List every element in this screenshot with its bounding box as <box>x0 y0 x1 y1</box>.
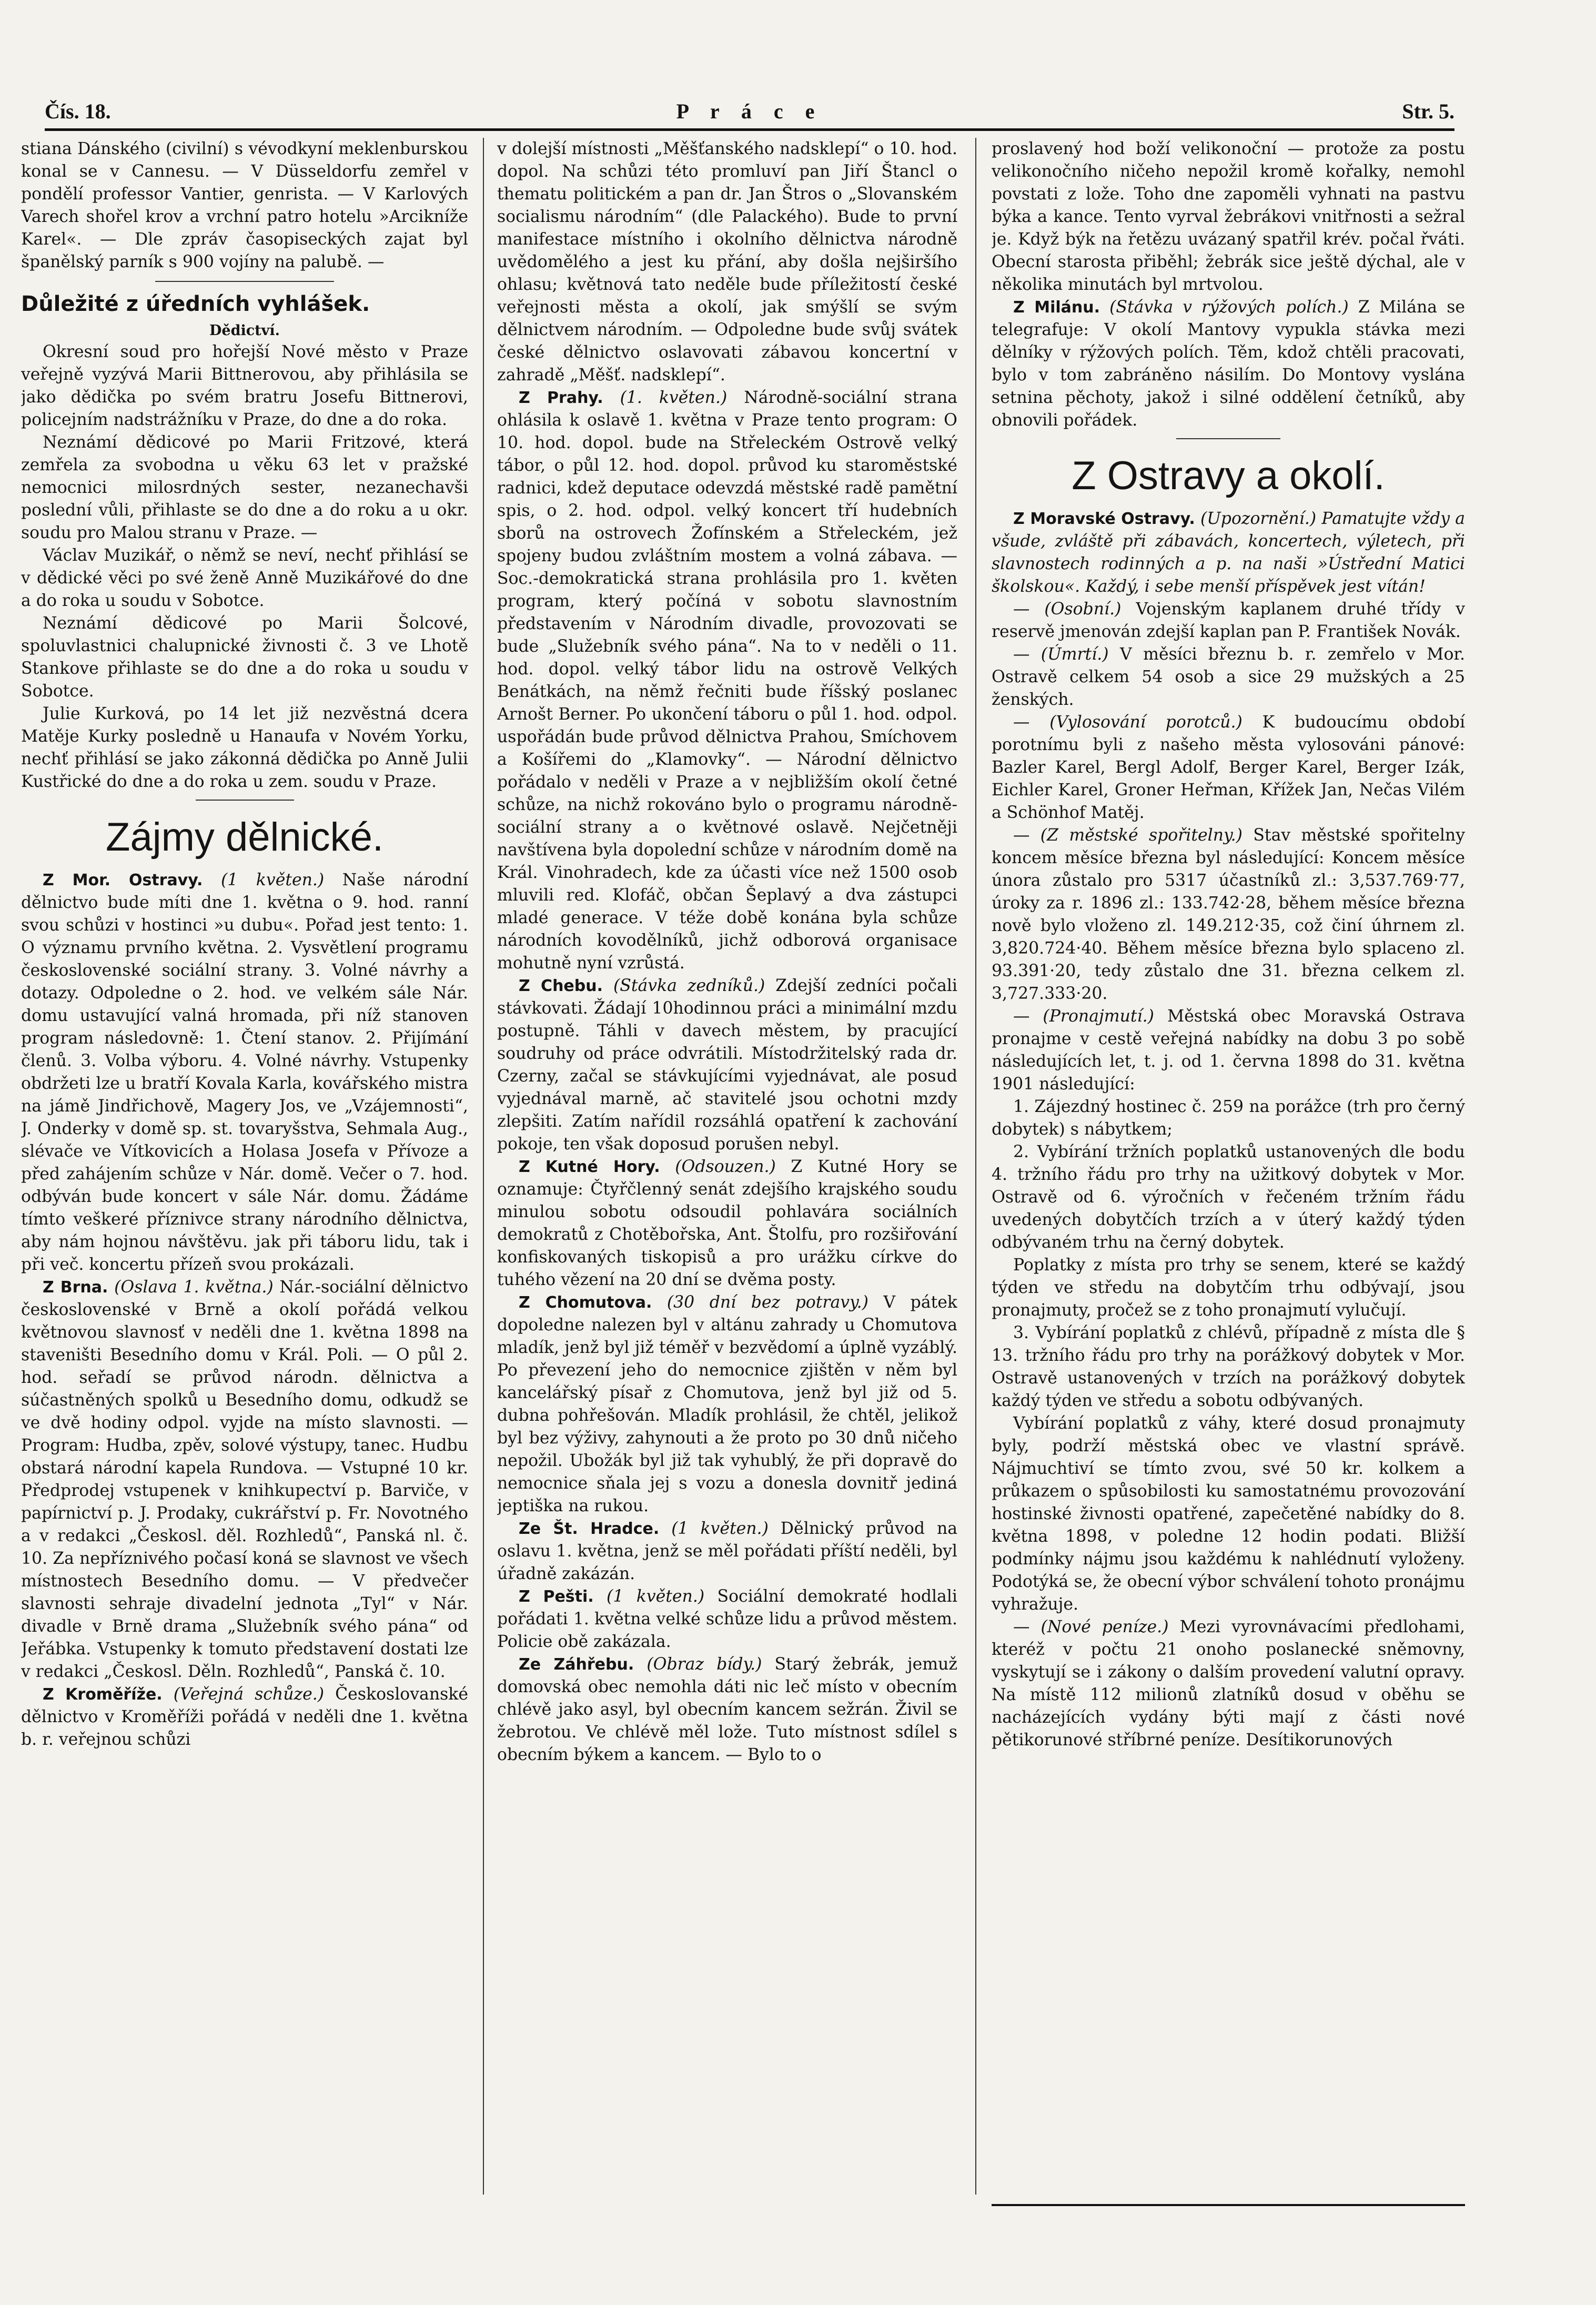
article-text: Nár.-sociální dělnictvo československé v Brně a okolí pořádá velkou květnovou slavnosť v neděli dne 1. května 1898 na staveništi Besedního domu v Král. Poli. — O půl 2. hod. seřadí se průvod národn. dělnictva a súčastněných spolků u Besedního domu, odkudž se ve dvě hodiny odpol. vyjde na místo slavnosti. — Program: Hudba, zpěv, solové výstupy, tanec. Hudbu obstará národní kapela Rundova. — Vstupné 10 kr. Předprodej vstupenek v knihkupectví p. Barviče, v papírnictví p. J. Prodaky, cukrářství p. Fr. Novotného a v redakci „Českosl. děl. Rozhledů“, Panská nl. č. 10. Za nepříznivého počasí koná se slavnost ve všech místnostech Besedního domu. — V předvečer slavnosti sehraje divadelní jednota „Tyl“ v Nár. divadle v Brně drama „Služebník svého pána“ od Jeřábka. Vstupenky k tomuto představení dostati lze v redakci „Českosl. Děln. Rozhledů“, Panská č. 10. <box>21 1278 468 1681</box>
article-text: Naše národní dělnictvo bude míti dne 1. května o 9. hod. ranní svou schůzi v hostinci »u dubu«. Pořad jest tento: 1. O významu prvního května. 2. Vysvětlení programu československé sociální strany. 3. Volné návrhy a dotazy. Odpoledne o 2. hod. ve velkém sále Nár. domu ustavující valná hromada, při níž stanoven program následovně: 1. Čtení stanov. 2. Přijímání členů. 3. Volba výboru. 4. Volné návrhy. Vstupenky obdržeti lze u bratří Kovala Karla, kovářského mistra na jámě Jindřichově, Magery Jos, ve „Vzájemnosti“, J. Onderky v domě sp. st. tovaryšstva, Sehmala Aug., slévače ve Vítkovicích a Holasa Josefa v Přívoze a před zahájením schůze v Nár. domě. Večer o 7. hod. odbýván bude koncert v sále Nár. domu. Žádáme tímto veškeré příznivce strany národního dělnictva, aby nám hojnou návštěvu. jak při táboru lidu, tak i při več. koncertu přízeň svou prokázali. <box>21 871 469 1274</box>
article-text: Městská obec Moravská Ostrava pronajme v cestě veřejná nabídky na dobu 3 po sobě následujících let, t. j. od 1. června 1898 do 31. května 1901 následující: <box>992 1007 1465 1094</box>
column-divider-2 <box>975 138 976 2195</box>
separator <box>1176 438 1280 439</box>
article <box>21 869 468 1276</box>
section-title-ostrava: Z Ostravy a okolí. <box>1072 453 1385 498</box>
article-location: Z Kutné Hory. <box>518 1158 660 1176</box>
article <box>21 1276 468 1683</box>
article <box>992 508 1465 598</box>
article <box>497 1518 957 1585</box>
separator <box>155 281 334 282</box>
notice-paragraph: Okresní soud pro hořejší Nové město v Praze veřejně vyzývá Marii Bittnerovou, aby přihlásila se jako dědička po svém bratru Josefu Bittnerovi, policejním nadstrážníku v Praze, do dne a do roka. <box>21 342 468 429</box>
column-1 <box>21 138 471 2205</box>
separator <box>196 800 294 801</box>
newspaper-title: P r á c e <box>676 99 823 123</box>
article-tag: (1 květen.) <box>607 1587 705 1606</box>
article-text: Národně-sociální strana ohlásila k oslavě 1. května v Praze tento program: O 10. hod. dopol. bude na Střeleckém Ostrově velký tábor, o půl 12. hod. dopol. průvod ku staroměstské radnici, kdež deputace odevzdá městské radě pamětní spis, o 2. hod. odpol. velký koncert tří hudebních sborů na ostrovech Žofínském a Střeleckém, jež spojeny budou zvláštním mostem a volná zábava. — Soc.-demokratická strana prohlásila pro 1. květen program, který počíná v sobotu slavnostním představením v Národním divadle, provozovati se bude „Služebník svého pána“. Na to v neděli o 11. hod. dopol. velký tábor lidu na ostrově Velkých Benátkách, na němž řečniti bude říšský poslanec Arnošt Berner. Po ukončení táboru o půl 1. hod. odpol. uspořádán bude průvod dělnictva Prahou, Smíchovem a Košířemi do „Klamovky“. — Národní dělnictvo pořádalo v neděli v Praze a v nejbližším okolí četné schůze, na nichž rokováno bylo o programu národně-sociální strany a o květnové oslavě. Nejčetněji navštívena byla dopolední schůze v národním domě na Král. Vinohradech, kde za účasti více než 1500 osob mluvili red. Klofáč, občan Šeplavý a dva zástupci mladé generace. V téže době konána byla schůze národních kovodělníků, jichž odborová organisace mohutně nyní vzrůstá. <box>497 388 957 973</box>
article-continuation: proslavený hod boží velikonoční — protože za postu velikonočního ničeho nepožil kromě kořalky, nemohl povstati z lože. Toho dne zapoměli vyhnati na pastvu býka a kance. Tento vyrval žebrákovi vnitřnosti a sežral je. Když býk na řetězu uvázaný spatřil krév. počal řváti. Obecní starosta přiběhl; žebrák sice ještě dýchal, ale v několika minutách byl mrtvolou. <box>992 139 1465 294</box>
article-text: Starý žebrák, jemuž domovská obec nemohla dáti nic leč místo v obecním chlévě jako asyl, byl obecním kancem sežrán. Živil se žebrotou. Ve chlévě měl lože. Tuto místnost sdílel s obecním býkem a kancem. — Bylo to o <box>497 1655 957 1764</box>
article-tag: (Stávka zedníků.) <box>613 976 765 995</box>
article <box>21 1683 468 1751</box>
article-text: V měsíci březnu b. r. zemřelo v Mor. Ostravě celkem 54 osob a sice 29 mužských a 25 ženských. <box>992 645 1465 709</box>
article-location: Z Chomutova. <box>518 1293 652 1312</box>
list-item: 1. Zájezdný hostinec č. 259 na porážce (trh pro černý dobytek) s nábytkem; <box>992 1097 1465 1139</box>
article-tag: (Upozornění.) <box>1200 509 1317 528</box>
article <box>497 1585 957 1653</box>
article <box>497 975 957 1156</box>
list-item: Vybírání poplatků z váhy, které dosud pronajmuty byly, podrží městská obec ve vlastní správě. Nájmuchtiví se tímto zvou, své 50 kr. kolkem a průkazem o spůsobilosti ku samostatnému provozování hostinské živnosti opatřené, zapečetěné nabídky do 8. května 1898, v poledne 12 hodin podati. Bližší podmínky nájmu jsou každému k nahlédnutí vyloženy. Podotýká se, že obecní výbor schválení tohoto pronájmu vyhražuje. <box>992 1414 1465 1614</box>
article <box>497 1291 957 1518</box>
notice-paragraph: Neznámí dědicové po Marii Šolcové, spoluvlastnici chalupnické živnosti č. 3 ve Lhotě Stankove přihlaste se do dne a do roka u soudu v Sobotce. <box>21 614 468 701</box>
article-location: Z Pešti. <box>518 1588 594 1606</box>
list-item: 2. Vybírání tržních poplatků ustanovených dle bodu 4. tržního řádu pro trhy na užitkový dobytek v Mor. Ostravě od 6. výročních v řečeném tržním řádu uvedených dobytčích trzích a v úterý každý týden odbývaném trhu na černý dobytek. <box>992 1143 1465 1252</box>
article-text: Z Kutné Hory se oznamuje: Čtyřčlenný senát zdejšího krajského soudu minulou sobotu odsoudil pohlavára sociálních demokratů z Chotěbořska, Ant. Štolfu, pro rozšiřování konfiskovaných tiskopisů a pro urážku církve do tuhého vězení na 20 dní se dvěma posty. <box>497 1157 957 1289</box>
article-tag: — (Nové peníze.) <box>1013 1617 1169 1636</box>
article-tag: — (Pronajmutí.) <box>1013 1007 1154 1026</box>
subheading-inheritance: Dědictví. <box>209 322 280 339</box>
article-tag: (Obraz bídy.) <box>647 1655 762 1674</box>
article-text: V pátek dopoledne nalezen byl v altánu zahrady u Chomutova mladík, jenž byl již téměř v bezvědomí a úplně vyzáblý. Po převezení jeho do nemocnice zjištěn v něm byl kancelářský písař z Chomutova, jenž byl již od 5. dubna pohřešován. Mladík prohlásil, že chtěl, jelikož byl bez výživy, zahynouti a že proto po 30 dnů ničeho nepožil. Ubožák byl již tak vyhublý, že při dopravě do nemocnice sňala jej s vozu a donesla dovnitř jediná jeptiška na rukou. <box>497 1293 957 1515</box>
article-tag: — (Z městské spořitelny.) <box>1013 826 1243 845</box>
notice-paragraph: Neznámí dědicové po Marii Fritzové, která zemřela za svobodna u věku 63 let v pražské nemocnici milosrdných sester, nezanechavši poslední vůli, přihlaste se do dne a do roku a u okr. soudu pro Malou stranu v Praze. — <box>21 433 468 542</box>
article-text: Českoslovanské dělnictvo v Kroměříži pořádá v neděli dne 1. května b. r. veřejnou schůzi <box>21 1685 469 1749</box>
issue-number: Čís. 18. <box>45 99 111 123</box>
article-location: Z Kroměříže. <box>42 1685 163 1704</box>
article-tag: — (Vylosování porotců.) <box>1013 713 1243 732</box>
article-tag: (1. květen.) <box>620 388 728 407</box>
article <box>992 598 1465 643</box>
section-title-workers: Zájmy dělnické. <box>106 815 383 860</box>
article-tag: (30 dní bez potravy.) <box>666 1293 868 1312</box>
article <box>992 711 1465 824</box>
article <box>992 1616 1465 1752</box>
article-text: Mezi vyrovnávacími předlohami, kteréž v počtu 21 onoho poslanecké sněmovny, vyskytují se i zákony o dalším provedení valutní opravy. Na místě 112 milionů zlatníků dosud v oběhu se nacházejících vydány býti mají z části nové pětikorunové stříbrné peníze. Desítikorunových <box>992 1617 1465 1750</box>
article-text: Dělnický průvod na oslavu 1. května, jenž se měl pořádati příští neděli, byl úřadně zakázán. <box>497 1519 957 1583</box>
article-location: Z Milánu. <box>1013 298 1100 317</box>
column-divider-1 <box>483 138 484 2195</box>
article <box>497 1653 957 1766</box>
article-tag: — (Úmrtí.) <box>1013 645 1109 664</box>
article-text: Pamatujte vždy a všude, zvláště při zábavách, koncertech, výletech, při slavnostech rodinných a p. na naši »Ústřední Matici školskou«. Každý, i sebe menší příspěvek jest vítán! <box>992 509 1465 596</box>
article-text: Stav městské spořitelny koncem měsíce března byl následující: Koncem měsíce února zůstalo pro 5317 účastníků zl.: 3,537.769·77, úroky za r. 1896 zl.: 133.742·28, během měsíce března nově bylo vloženo zl. 149.212·35, což činí úhrnem zl. 3,820.724·40. Během měsíce března bylo splaceno zl. 93.391·20, tedy zůstalo dne 31. března celkem zl. 3,727.333·20. <box>992 826 1465 1003</box>
article-location: Z Brna. <box>42 1278 108 1297</box>
article-text: Zdejší zedníci počali stávkovati. Žádají 10hodinnou práci a minimální mzdu postupně. Táhli v davech městem, by pracující soudruhy od práce odvrátili. Místodržitelský rada dr. Czerny, začal se stávkujícími vyjednávat, ale posud vyjednával marně, ač stavitelé jsou ochotni mzdy zlepšiti. Zatím nařídil rozsáhlá opatření k zachování pokoje, ten však doposud porušen nebyl. <box>497 976 957 1154</box>
notice-paragraph: Václav Muzikář, o němž se neví, nechť přihlásí se v dědické věci po své ženě Anně Muzikářové do dne a do roka u soudu v Sobotce. <box>21 546 468 610</box>
article-tag: — (Osobní.) <box>1013 600 1122 619</box>
heading-official-notices: Důležité z úředních vyhlášek. <box>21 292 370 316</box>
news-continuation: stiana Dánského (civilní) s vévodkyní meklenburskou konal se v Cannesu. — V Düsseldorfu zemřel v pondělí professor Vantier, genrista. — V Karlových Varech shořel krov a vrchní patro hotelu »Arcikníže Karel«. — Dle zpráv časopiseckých zajat byl španělský parník s 900 vojíny na palubě. — <box>21 139 468 271</box>
article <box>992 296 1465 432</box>
header-rule <box>45 128 1454 131</box>
article-location: Z Chebu. <box>518 977 603 995</box>
article <box>992 1005 1465 1096</box>
bottom-rule <box>992 2204 1465 2206</box>
notice-paragraph: Julie Kurková, po 14 let již nezvěstná dcera Matěje Kurky posledně u Hanaufa v Novém Yorku, nechť přihlásí se jako zákonná dědička po Anně Julii Kustřické do dne a do roka u zem. soudu v Praze. <box>21 704 468 791</box>
article-location: Ze Št. Hradce. <box>518 1520 660 1538</box>
article <box>497 387 957 975</box>
list-item: Poplatky z místa pro trhy se senem, které se každý týden ve středu na dobytčím trhu odbývají, jsou pronajmuty, pročež se z toho pronajmutí vylučují. <box>992 1256 1465 1320</box>
article-text: Z Milána se telegrafuje: V okolí Mantovy vypukla stávka mezi dělníky v rýžových polích. Těm, kdož chtěli pracovati, bylo v tom zabráněno násilím. Do Montovy vyslána setnina pěchoty, jakož i silné oddělení četníků, aby obnovili pořádek. <box>992 298 1465 430</box>
article-tag: (Veřejná schůze.) <box>173 1685 325 1704</box>
article-tag: (1 květen.) <box>220 871 325 889</box>
article-tag: (Oslava 1. května.) <box>114 1278 274 1297</box>
article-tag: (Stávka v rýžových polích.) <box>1109 298 1349 317</box>
article-text: Sociální demokraté hodlali pořádati 1. května velké schůze lidu a průvod městem. Policie obě zakázala. <box>497 1587 957 1651</box>
article-continuation: v dolejší místnosti „Měšťanského nadsklepí“ o 10. hod. dopol. Na schůzi této promluví pan Jiří Štancl o thematu politickém a pan dr. Jan Štros o „Slovanském socialismu národním“ (dle Palackého). Bude to první manifestace místního i okolního dělnictva národně uvědomělého a jest ku přání, aby došla nejširšího ohlasu; květnová tato neděle bude příležitostí české veřejnosti města a okolí, jak smýšlí se svým dělnictvem národním. — Odpoledne bude svůj svátek české dělnictvo oslavovati zábavou koncertní v zahradě „Měšť. nadsklepí“. <box>497 139 957 385</box>
list-item: 3. Vybírání poplatků z chlévů, případně z místa dle § 13. tržního řádu pro trhy na porážkový dobytek v Mor. Ostravě ustanovených v trzích na porážkový dobytek každý týden ve středu a sobotu odbývaných. <box>992 1323 1465 1410</box>
article-location: Z Prahy. <box>518 389 603 407</box>
page-number: Str. 5. <box>1402 99 1454 123</box>
column-3 <box>992 138 1465 2205</box>
column-2 <box>497 138 957 2205</box>
article-location: Ze Záhřebu. <box>518 1655 634 1674</box>
article-location: Z Mor. Ostravy. <box>42 871 203 889</box>
article <box>497 1156 957 1291</box>
page-header <box>45 99 1454 126</box>
article-tag: (Odsouzen.) <box>675 1157 776 1176</box>
article-text: K budoucímu období porotnímu byli z našeho města vylosováni pánové: Bazler Karel, Bergl Adolf, Berger Karel, Berger Izák, Eichler Karel, Groner Heřman, Křížek Jan, Nečas Vilém a Schönhof Matěj. <box>992 713 1465 822</box>
article-text: Vojenským kaplanem druhé třídy v reservě jmenován zdejší kaplan pan P. František Novák. <box>992 600 1465 641</box>
article-tag: (1 květen.) <box>671 1519 769 1538</box>
article-location: Z Moravské Ostravy. <box>1013 510 1195 528</box>
article <box>992 824 1465 1005</box>
article <box>992 643 1465 711</box>
